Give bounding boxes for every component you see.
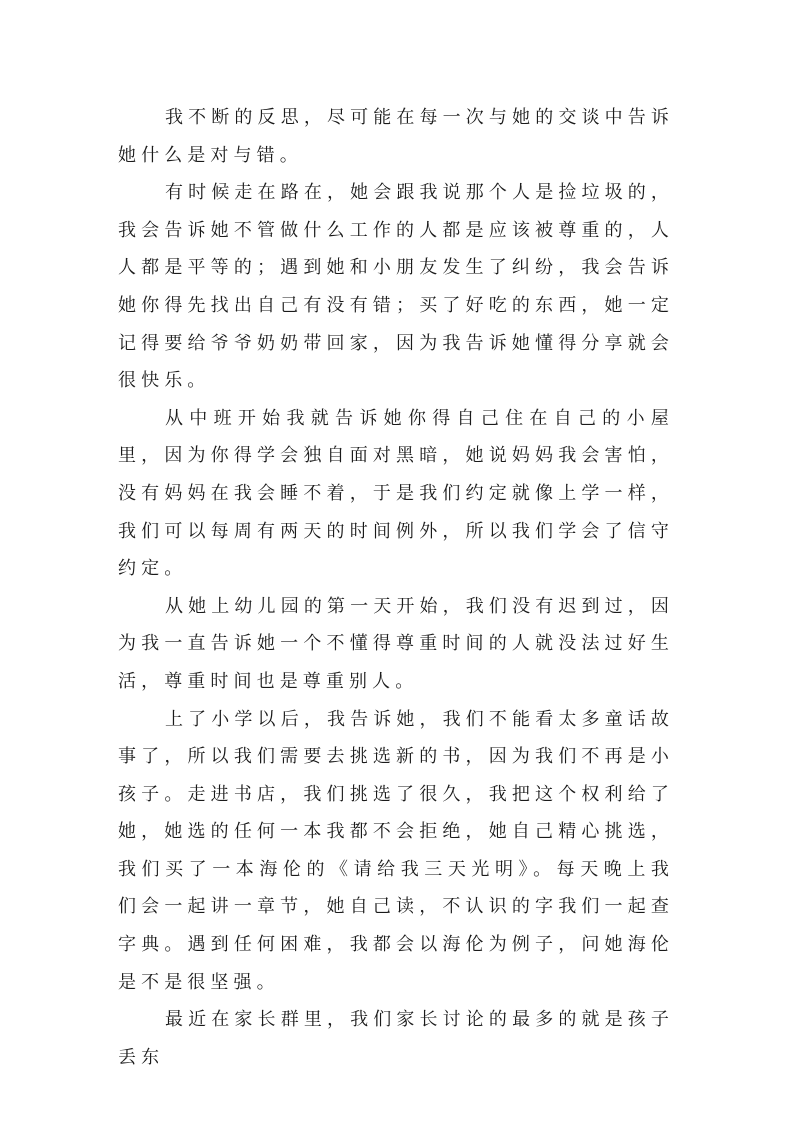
paragraph-own-room: 从中班开始我就告诉她你得自己住在自己的小屋里，因为你得学会独自面对黑暗，她说妈妈我会害怕，没有妈妈在我会睡不着，于是我们约定就像上学一样，我们可以每周有两天的时间例外，所以我们学会了信守约定。 — [118, 407, 674, 580]
document-page — [118, 99, 674, 1076]
paragraph-reading-helen: 上了小学以后，我告诉她，我们不能看太多童话故事了，所以我们需要去挑选新的书，因为我们不再是小孩子。走进书店，我们挑选了很久，我把这个权利给了她，她选的任何一本我都不会拒绝，她自己精心挑选，我们买了一本海伦的《请给我三天光明》。每天晚上我们会一起讲一章节，她自己读，不认识的字我们一起查字典。遇到任何困难，我都会以海伦为例子，问她海伦是不是很坚强。 — [118, 708, 674, 993]
paragraph-parent-group: 最近在家长群里，我们家长讨论的最多的就是孩子丢东 — [118, 1009, 674, 1068]
paragraph-punctuality: 从她上幼儿园的第一天开始，我们没有迟到过，因为我一直告诉她一个不懂得尊重时间的人就没法过好生活，尊重时间也是尊重别人。 — [118, 595, 674, 692]
paragraph-respect-equality: 有时候走在路在，她会跟我说那个人是捡垃圾的，我会告诉她不管做什么工作的人都是应该被尊重的，人人都是平等的；遇到她和小朋友发生了纠纷，我会告诉她你得先找出自己有没有错；买了好吃的东西，她一定记得要给爷爷奶奶带回家，因为我告诉她懂得分享就会很快乐。 — [118, 182, 674, 392]
paragraph-reflection: 我不断的反思，尽可能在每一次与她的交谈中告诉她什么是对与错。 — [118, 107, 674, 166]
